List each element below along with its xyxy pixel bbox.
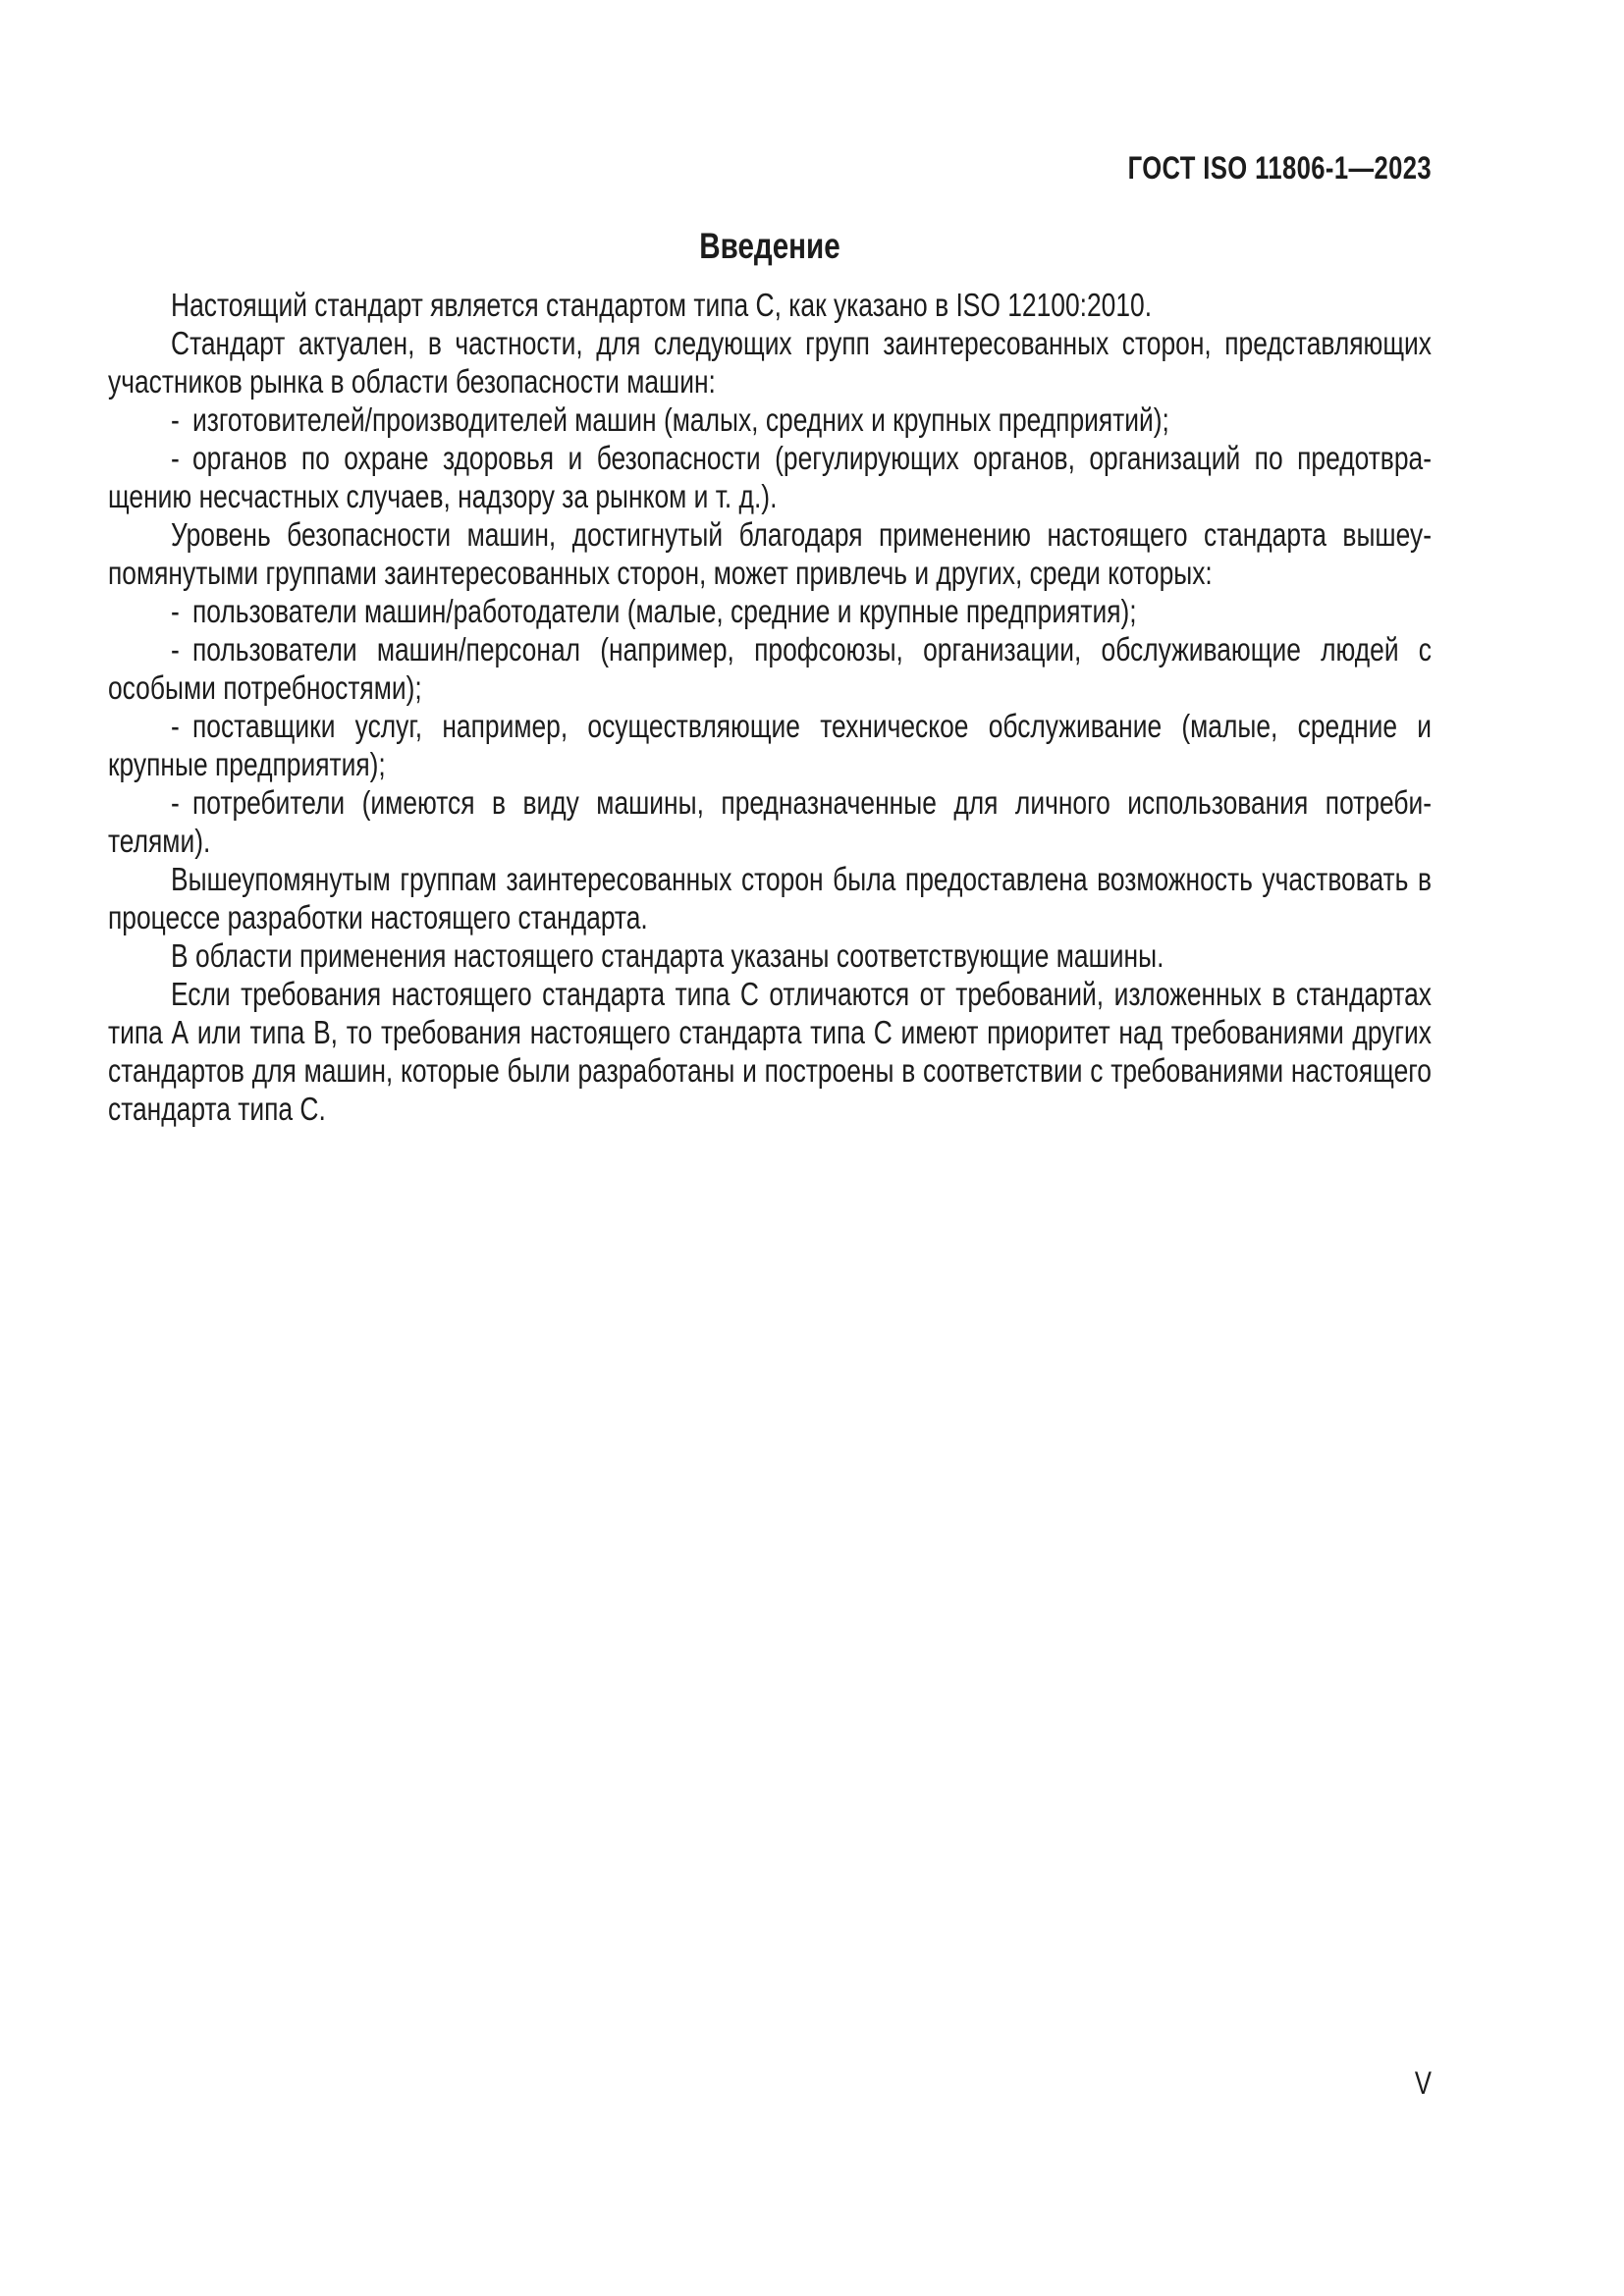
list-item: - пользователи машин/работодатели (малые, средние и крупные предприятия); <box>171 593 1137 629</box>
paragraph: Настоящий стандарт является стандартом типа С, как указано в ISO 12100:2010. <box>171 287 1153 323</box>
page-title: Введение <box>699 226 840 266</box>
paragraph: Вышеупомянутым группам заинтересованных сторон была предоставлена возможность участвовать в процессе разработки настоящего стандарта. <box>108 861 1432 935</box>
list-item: - органов по охране здоровья и безопасности (регулирующих органов, организаций по предотвращению несчастных случаев, надзору за рынком и т. д.). <box>108 440 1432 514</box>
page-content <box>108 0 1432 1128</box>
paragraph: В области применения настоящего стандарта указаны соответствующие машины. <box>171 937 1164 974</box>
list-item: - пользователи машин/персонал (например, профсоюзы, организации, обслуживающие людей с особыми потребностями); <box>108 631 1432 706</box>
list-item: - изготовителей/производителей машин (малых, средних и крупных предприятий); <box>171 401 1169 438</box>
list-item: - потребители (имеются в виду машины, предназначенные для личного использования потребителями). <box>108 784 1432 859</box>
list-item: - поставщики услуг, например, осуществляющие техническое обслуживание (малые, средние и крупные предприятия); <box>108 708 1432 782</box>
page-number: V <box>1414 2065 1432 2101</box>
introduction-text <box>108 286 1432 1128</box>
paragraph: Если требования настоящего стандарта типа С отличаются от требований, изложенных в стандартах типа А или типа В, то требования настоящего стандарта типа С имеют приоритет над требованиями других стандартов для машин, которые были разработаны и построены в соответствии с требованиями настоящего стандарта типа С. <box>108 976 1432 1127</box>
document-code: ГОСТ ISO 11806-1—2023 <box>1127 150 1432 186</box>
paragraph: Стандарт актуален, в частности, для следующих групп заинтересованных сторон, представляющих участников рынка в области безопасности машин: <box>108 325 1432 400</box>
paragraph: Уровень безопасности машин, достигнутый благодаря применению настоящего стандарта вышеупомянутыми группами заинтересованных сторон, может привлечь и других, среди которых: <box>108 516 1432 591</box>
